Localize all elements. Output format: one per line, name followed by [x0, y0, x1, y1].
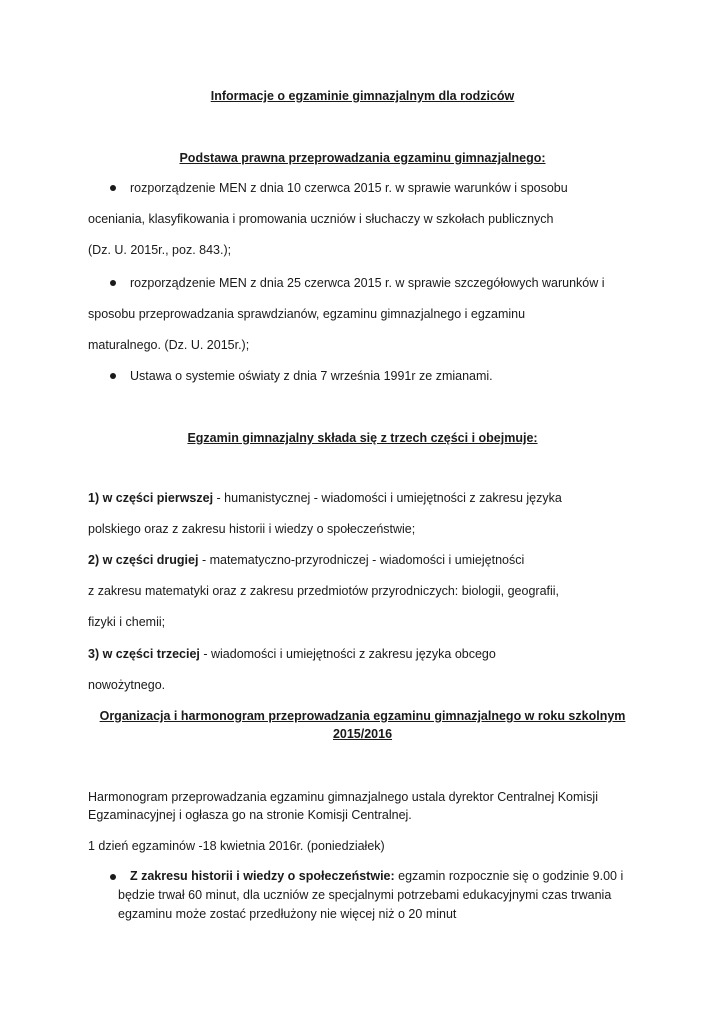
part-1-label: 1) w części pierwszej: [88, 491, 214, 505]
part-2: [88, 552, 524, 568]
part-2-continuation-1: z zakresu matematyki oraz z zakresu przedmiotów przyrodniczych: biologii, geografii,: [88, 584, 560, 598]
legal-item-2-line-3: maturalnego. (Dz. U. 2015r.);: [88, 338, 250, 352]
schedule-paragraph-line-2: Egzaminacyjnej i ogłasza go na stronie Komisji Centralnej.: [88, 808, 412, 822]
part-3-label: 3) w części trzeciej: [88, 647, 200, 661]
legal-item-3: Ustawa o systemie oświaty z dnia 7 września 1991r ze zmianami.: [130, 369, 493, 383]
history-exam-label: Z zakresu historii i wiedzy o społeczeństwie:: [130, 869, 395, 883]
legal-item-2-line-1: rozporządzenie MEN z dnia 25 czerwca 2015 r. w sprawie szczegółowych warunków i: [130, 276, 605, 290]
legal-item-1-line-3: (Dz. U. 2015r., poz. 843.);: [88, 243, 232, 257]
bullet-icon: [110, 185, 116, 191]
part-2-continuation-2: fizyki i chemii;: [88, 615, 166, 629]
history-exam-text: egzamin rozpocznie się o godzinie 9.00 i: [394, 869, 624, 883]
schedule-heading-line-1: Organizacja i harmonogram przeprowadzania egzaminu gimnazjalnego w roku szkolnym: [99, 709, 626, 723]
history-exam-continuation-2: egzaminu może zostać przedłużony nie więcej niż o 20 minut: [118, 907, 457, 921]
page-title: Informacje o egzaminie gimnazjalnym dla rodziców: [210, 89, 515, 103]
legal-item-2-line-2: sposobu przeprowadzania sprawdzianów, egzaminu gimnazjalnego i egzaminu: [88, 307, 526, 321]
part-2-text: - matematyczno-przyrodniczej - wiadomości i umiejętności: [198, 553, 525, 567]
schedule-paragraph-line-1: Harmonogram przeprowadzania egzaminu gimnazjalnego ustala dyrektor Centralnej Komisji: [88, 790, 598, 804]
part-3-text: - wiadomości i umiejętności z zakresu języka obcego: [199, 647, 496, 661]
part-3-continuation: nowożytnego.: [88, 678, 166, 692]
bullet-icon: [110, 373, 116, 379]
part-1-text: - humanistycznej - wiadomości i umiejętności z zakresu języka: [213, 491, 562, 505]
legal-item-1-line-1: rozporządzenie MEN z dnia 10 czerwca 2015 r. w sprawie warunków i sposobu: [130, 181, 568, 195]
part-2-label: 2) w części drugiej: [88, 553, 199, 567]
schedule-heading-line-2: 2015/2016: [332, 727, 393, 741]
exam-day-1: 1 dzień egzaminów -18 kwietnia 2016r. (poniedziałek): [88, 839, 385, 853]
part-1-continuation: polskiego oraz z zakresu historii i wiedzy o społeczeństwie;: [88, 522, 416, 536]
history-exam-continuation-1: będzie trwał 60 minut, dla uczniów ze specjalnymi potrzebami edukacyjnymi czas trwania: [118, 888, 612, 902]
legal-item-1-line-2: oceniania, klasyfikowania i promowania uczniów i słuchaczy w szkołach publicznych: [88, 212, 554, 226]
bullet-icon: [110, 280, 116, 286]
legal-basis-heading: Podstawa prawna przeprowadzania egzaminu gimnazjalnego:: [179, 151, 546, 165]
parts-heading: Egzamin gimnazjalny składa się z trzech części i obejmuje:: [187, 431, 538, 445]
history-exam: [130, 868, 623, 884]
part-3: [88, 646, 496, 662]
part-1: [88, 490, 562, 506]
bullet-icon: [110, 874, 116, 880]
